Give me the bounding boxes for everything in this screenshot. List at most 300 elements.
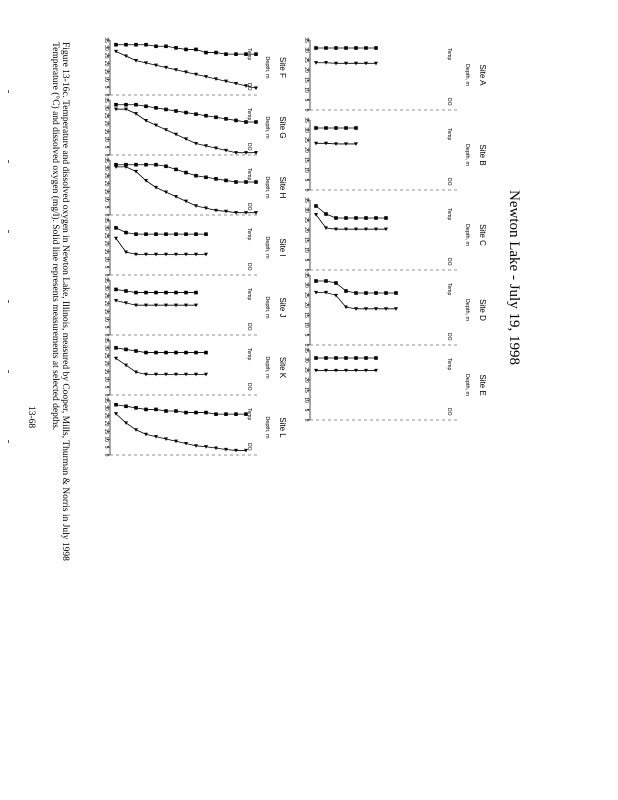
- temperature-point: [144, 104, 148, 108]
- value-tick-label: 10: [303, 167, 309, 173]
- value-tick-label: 35: [103, 397, 109, 403]
- temperature-point: [224, 412, 228, 416]
- value-tick-label: 10: [103, 256, 109, 263]
- temperature-point: [174, 109, 178, 113]
- value-tick-label: 35: [103, 157, 109, 163]
- legend-do-label: DO: [246, 383, 252, 391]
- temperature-point: [134, 232, 138, 236]
- value-tick-label: 30: [103, 45, 109, 51]
- value-tick-label: 0: [103, 213, 109, 217]
- temperature-point: [114, 288, 118, 292]
- value-tick-label: 0: [103, 453, 109, 457]
- value-tick-label: 30: [303, 47, 309, 53]
- legend-temp-label: Temp: [246, 108, 252, 121]
- temperature-point: [234, 52, 238, 56]
- oxygen-point: [144, 119, 148, 123]
- temperature-point: [224, 117, 228, 121]
- temperature-point: [374, 216, 378, 220]
- value-tick-label: 30: [303, 127, 309, 133]
- temperature-point: [214, 412, 218, 416]
- value-tick-label: 10: [303, 87, 309, 93]
- temperature-point: [374, 291, 378, 295]
- legend-do-label: DO: [246, 263, 252, 271]
- temperature-point: [134, 349, 138, 353]
- temperature-point: [224, 52, 228, 56]
- value-tick-label: 20: [303, 302, 309, 308]
- oxygen-line: [116, 109, 256, 153]
- temperature-point: [324, 46, 328, 50]
- temperature-point: [334, 216, 338, 220]
- temperature-point: [144, 408, 148, 412]
- oxygen-point: [184, 200, 188, 204]
- value-tick-label: 15: [103, 308, 109, 315]
- temperature-point: [224, 179, 228, 183]
- legend-do-label: DO: [446, 98, 452, 106]
- temperature-point: [154, 232, 158, 236]
- value-tick-label: 10: [103, 376, 109, 383]
- site-label: Site H: [278, 176, 287, 199]
- chart-panel-11: [103, 337, 287, 396]
- temperature-point: [334, 281, 338, 285]
- value-tick-label: 5: [103, 265, 109, 269]
- chart-panel-4: [303, 272, 487, 346]
- temperature-point: [144, 291, 148, 295]
- chart-panel-3: [303, 197, 487, 271]
- value-tick-label: 25: [303, 57, 309, 63]
- depth-axis-label: Depth, m: [264, 416, 270, 439]
- value-tick-label: 5: [103, 85, 109, 89]
- temperature-point: [184, 351, 188, 355]
- value-tick-label: 15: [303, 237, 309, 243]
- temperature-point: [314, 279, 318, 283]
- oxygen-point: [124, 54, 128, 58]
- value-tick-label: 0: [303, 108, 309, 112]
- temperature-line: [116, 228, 206, 234]
- temperature-point: [334, 126, 338, 130]
- depth-axis-label: Depth, m: [464, 223, 470, 247]
- temperature-point: [204, 175, 208, 179]
- temperature-point: [154, 351, 158, 355]
- temperature-point: [244, 120, 248, 124]
- value-tick-label: 35: [303, 37, 309, 43]
- temperature-point: [144, 43, 148, 47]
- legend-temp-label: Temp: [446, 48, 452, 61]
- value-tick-label: 15: [103, 428, 109, 435]
- temperature-point: [184, 48, 188, 52]
- value-tick-label: 30: [303, 357, 309, 363]
- value-tick-label: 0: [103, 273, 109, 277]
- temperature-point: [174, 291, 178, 295]
- value-tick-label: 15: [103, 248, 109, 255]
- temperature-point: [164, 44, 168, 48]
- temperature-point: [214, 115, 218, 119]
- oxygen-point: [124, 421, 128, 425]
- value-tick-label: 15: [103, 368, 109, 375]
- temperature-point: [254, 180, 258, 184]
- value-tick-label: 20: [103, 360, 109, 367]
- value-tick-label: 30: [103, 345, 109, 351]
- oxygen-point: [134, 428, 138, 432]
- value-tick-label: 5: [303, 333, 309, 337]
- chart-panel-10: [103, 277, 287, 336]
- value-tick-label: 5: [103, 385, 109, 389]
- temperature-point: [134, 291, 138, 295]
- temperature-point: [324, 279, 328, 283]
- oxygen-point: [114, 50, 118, 54]
- temperature-point: [154, 163, 158, 167]
- site-label: Site I: [278, 238, 287, 257]
- legend-do-label: DO: [246, 143, 252, 151]
- temperature-point: [344, 356, 348, 360]
- depth-axis-label: Depth, m: [264, 56, 270, 79]
- temperature-point: [374, 356, 378, 360]
- value-tick-label: 20: [303, 377, 309, 383]
- temperature-point: [204, 351, 208, 355]
- temperature-point: [114, 103, 118, 107]
- value-tick-label: 0: [103, 153, 109, 157]
- temperature-point: [354, 291, 358, 295]
- value-tick-label: 5: [303, 258, 309, 262]
- temperature-point: [354, 356, 358, 360]
- value-tick-label: 30: [303, 207, 309, 213]
- legend-do-label: DO: [246, 443, 252, 451]
- site-label: Site D: [478, 299, 487, 321]
- depth-axis-label: Depth, m: [264, 296, 270, 319]
- value-tick-label: 30: [103, 165, 109, 171]
- temperature-point: [234, 180, 238, 184]
- value-tick-label: 15: [103, 128, 109, 135]
- temperature-point: [154, 291, 158, 295]
- chart-panel-5: [303, 347, 487, 421]
- temperature-point: [324, 126, 328, 130]
- temperature-point: [214, 177, 218, 181]
- value-tick-label: 5: [303, 98, 309, 102]
- site-label: Site F: [278, 57, 287, 78]
- value-tick-label: 15: [303, 77, 309, 83]
- value-tick-label: 25: [103, 292, 109, 299]
- site-label: Site K: [278, 356, 287, 379]
- temperature-point: [234, 412, 238, 416]
- value-tick-label: 5: [303, 178, 309, 182]
- value-tick-label: 0: [103, 93, 109, 97]
- temperature-point: [344, 289, 348, 293]
- scan-mark: [8, 160, 9, 163]
- temperature-point: [354, 216, 358, 220]
- value-tick-label: 20: [103, 420, 109, 427]
- value-tick-label: 0: [103, 333, 109, 337]
- temperature-point: [344, 216, 348, 220]
- value-tick-label: 35: [303, 117, 309, 123]
- value-tick-label: 5: [303, 408, 309, 412]
- page-number: 13-68: [26, 406, 36, 429]
- temperature-point: [174, 232, 178, 236]
- temperature-point: [374, 46, 378, 50]
- value-tick-label: 20: [103, 120, 109, 127]
- legend-temp-label: Temp: [246, 288, 252, 301]
- temperature-point: [334, 46, 338, 50]
- site-label: Site L: [278, 417, 287, 438]
- value-tick-label: 5: [103, 445, 109, 449]
- value-tick-label: 0: [303, 418, 309, 422]
- value-tick-label: 25: [303, 367, 309, 373]
- value-tick-label: 0: [303, 268, 309, 272]
- temperature-point: [124, 43, 128, 47]
- temperature-point: [174, 168, 178, 172]
- value-tick-label: 10: [303, 247, 309, 253]
- temperature-point: [114, 403, 118, 407]
- site-label: Site J: [278, 297, 287, 318]
- temperature-point: [164, 409, 168, 413]
- depth-axis-label: Depth, m: [464, 63, 470, 87]
- temperature-point: [124, 289, 128, 293]
- temperature-point: [254, 120, 258, 124]
- depth-axis-label: Depth, m: [264, 356, 270, 379]
- value-tick-label: 35: [103, 337, 109, 343]
- value-tick-label: 5: [103, 145, 109, 149]
- temperature-point: [194, 411, 198, 415]
- temperature-point: [194, 291, 198, 295]
- depth-axis-label: Depth, m: [464, 373, 470, 397]
- value-tick-label: 25: [103, 232, 109, 239]
- temperature-point: [144, 351, 148, 355]
- legend-do-label: DO: [246, 323, 252, 331]
- value-tick-label: 10: [103, 76, 109, 83]
- oxygen-point: [184, 137, 188, 141]
- legend-do-label: DO: [446, 258, 452, 266]
- temperature-point: [354, 126, 358, 130]
- chart-panel-1: [303, 37, 487, 111]
- temperature-point: [324, 356, 328, 360]
- temperature-point: [184, 291, 188, 295]
- value-tick-label: 15: [303, 387, 309, 393]
- value-tick-label: 20: [303, 67, 309, 73]
- site-label: Site A: [478, 64, 487, 86]
- scan-mark: [8, 230, 9, 233]
- temperature-point: [364, 46, 368, 50]
- value-tick-label: 15: [303, 157, 309, 163]
- temperature-point: [114, 43, 118, 47]
- legend-do-label: DO: [246, 83, 252, 91]
- site-label: Site G: [278, 116, 287, 139]
- oxygen-line: [116, 238, 206, 254]
- temperature-point: [134, 406, 138, 410]
- oxygen-point: [154, 186, 158, 190]
- oxygen-point: [164, 128, 168, 132]
- temperature-point: [194, 351, 198, 355]
- legend-temp-label: Temp: [446, 208, 452, 221]
- legend-do-label: DO: [446, 333, 452, 341]
- value-tick-label: 25: [303, 217, 309, 223]
- temperature-point: [194, 174, 198, 178]
- value-tick-label: 20: [103, 180, 109, 187]
- value-tick-label: 30: [103, 285, 109, 291]
- temperature-point: [134, 163, 138, 167]
- temperature-point: [184, 411, 188, 415]
- temperature-point: [144, 232, 148, 236]
- figure-caption-line-1: Figure 13-16c. Temperature and dissolved oxygen in Newton Lake, Illinois, measured by Cooper, Mills, Thurman & Norris in July 1998: [60, 42, 70, 561]
- temperature-point: [154, 44, 158, 48]
- temperature-point: [134, 43, 138, 47]
- value-tick-label: 0: [103, 393, 109, 397]
- scan-mark: [8, 300, 9, 303]
- legend-temp-label: Temp: [246, 228, 252, 241]
- legend-temp-label: Temp: [246, 168, 252, 181]
- value-tick-label: 0: [303, 343, 309, 347]
- temperature-point: [184, 232, 188, 236]
- site-label: Site C: [478, 224, 487, 246]
- chart-panel-8: [103, 157, 287, 216]
- value-tick-label: 15: [103, 68, 109, 75]
- site-label: Site E: [478, 374, 487, 396]
- temperature-point: [164, 351, 168, 355]
- depth-axis-label: Depth, m: [264, 236, 270, 259]
- page-title: Newton Lake - July 19, 1998: [506, 190, 522, 365]
- temperature-point: [154, 408, 158, 412]
- value-tick-label: 30: [103, 225, 109, 231]
- value-tick-label: 0: [303, 188, 309, 192]
- value-tick-label: 35: [303, 347, 309, 353]
- oxygen-point: [254, 87, 258, 91]
- value-tick-label: 30: [303, 282, 309, 288]
- temperature-point: [364, 291, 368, 295]
- value-tick-label: 25: [103, 52, 109, 59]
- oxygen-point: [164, 190, 168, 194]
- legend-temp-label: Temp: [446, 283, 452, 296]
- temperature-point: [164, 108, 168, 112]
- legend-temp-label: Temp: [246, 48, 252, 61]
- temperature-point: [244, 180, 248, 184]
- value-tick-label: 30: [103, 405, 109, 411]
- temperature-point: [124, 348, 128, 352]
- figure-caption-line-2: Temperature (°C) and dissolved oxygen (mg/l). Solid line represents measurements at selected depths.: [50, 42, 60, 431]
- temperature-point: [144, 163, 148, 167]
- temperature-point: [154, 106, 158, 110]
- temperature-point: [204, 114, 208, 118]
- temperature-point: [314, 356, 318, 360]
- value-tick-label: 35: [103, 217, 109, 223]
- temperature-point: [214, 51, 218, 55]
- temperature-point: [194, 232, 198, 236]
- temperature-point: [114, 346, 118, 350]
- value-tick-label: 25: [303, 137, 309, 143]
- value-tick-label: 15: [303, 312, 309, 318]
- temperature-point: [314, 46, 318, 50]
- legend-do-label: DO: [446, 178, 452, 186]
- depth-axis-label: Depth, m: [264, 116, 270, 139]
- value-tick-label: 25: [103, 172, 109, 179]
- temperature-point: [364, 356, 368, 360]
- temperature-point: [254, 52, 258, 56]
- oxygen-point: [174, 195, 178, 199]
- temperature-point: [394, 291, 398, 295]
- legend-do-label: DO: [246, 203, 252, 211]
- temperature-point: [384, 216, 388, 220]
- temperature-point: [354, 46, 358, 50]
- value-tick-label: 20: [103, 60, 109, 67]
- chart-panel-2: [303, 117, 487, 191]
- legend-temp-label: Temp: [246, 408, 252, 421]
- oxygen-line: [116, 358, 206, 374]
- temperature-point: [334, 356, 338, 360]
- value-tick-label: 10: [103, 196, 109, 203]
- legend-temp-label: Temp: [246, 348, 252, 361]
- value-tick-label: 25: [103, 412, 109, 419]
- value-tick-label: 35: [103, 277, 109, 283]
- value-tick-label: 5: [103, 205, 109, 209]
- temperature-point: [204, 411, 208, 415]
- depth-axis-label: Depth, m: [464, 298, 470, 322]
- oxygen-point: [124, 364, 128, 368]
- temperature-point: [114, 226, 118, 230]
- scan-mark: [8, 440, 9, 443]
- temperature-point: [164, 232, 168, 236]
- chart-panel-6: [103, 37, 287, 96]
- depth-axis-label: Depth, m: [264, 176, 270, 199]
- value-tick-label: 10: [303, 322, 309, 328]
- temperature-point: [344, 126, 348, 130]
- oxygen-line: [116, 414, 246, 451]
- value-tick-label: 20: [103, 240, 109, 247]
- depth-axis-label: Depth, m: [464, 143, 470, 167]
- scan-mark: [8, 370, 9, 373]
- value-tick-label: 35: [103, 97, 109, 103]
- value-tick-label: 25: [103, 112, 109, 119]
- temperature-point: [174, 351, 178, 355]
- value-tick-label: 30: [103, 105, 109, 111]
- temperature-point: [194, 48, 198, 52]
- value-tick-label: 20: [303, 227, 309, 233]
- legend-temp-label: Temp: [446, 358, 452, 371]
- temperature-point: [124, 231, 128, 235]
- value-tick-label: 35: [103, 37, 109, 43]
- value-tick-label: 10: [303, 397, 309, 403]
- temperature-point: [134, 103, 138, 107]
- value-tick-label: 10: [103, 436, 109, 443]
- chart-panel-12: [103, 397, 287, 456]
- temperature-point: [314, 204, 318, 208]
- temperature-point: [364, 216, 368, 220]
- temperature-point: [324, 212, 328, 216]
- temperature-point: [384, 291, 388, 295]
- temperature-point: [174, 409, 178, 413]
- value-tick-label: 15: [103, 188, 109, 195]
- value-tick-label: 25: [303, 292, 309, 298]
- chart-panel-7: [103, 97, 287, 156]
- value-tick-label: 20: [303, 147, 309, 153]
- temperature-point: [124, 404, 128, 408]
- temperature-point: [194, 112, 198, 116]
- chart-panel-9: [103, 217, 287, 276]
- value-tick-label: 20: [103, 300, 109, 307]
- oxygen-line: [316, 293, 396, 309]
- site-label: Site B: [478, 144, 487, 166]
- temperature-point: [204, 232, 208, 236]
- temperature-line: [116, 348, 206, 353]
- temperature-point: [204, 51, 208, 55]
- oxygen-point: [134, 112, 138, 116]
- oxygen-point: [154, 124, 158, 128]
- value-tick-label: 10: [103, 136, 109, 143]
- temperature-point: [174, 46, 178, 50]
- oxygen-point: [114, 357, 118, 361]
- value-tick-label: 5: [103, 325, 109, 329]
- oxygen-point: [144, 179, 148, 183]
- temperature-point: [184, 171, 188, 175]
- value-tick-label: 35: [303, 197, 309, 203]
- legend-temp-label: Temp: [446, 128, 452, 141]
- temperature-point: [164, 291, 168, 295]
- value-tick-label: 35: [303, 272, 309, 278]
